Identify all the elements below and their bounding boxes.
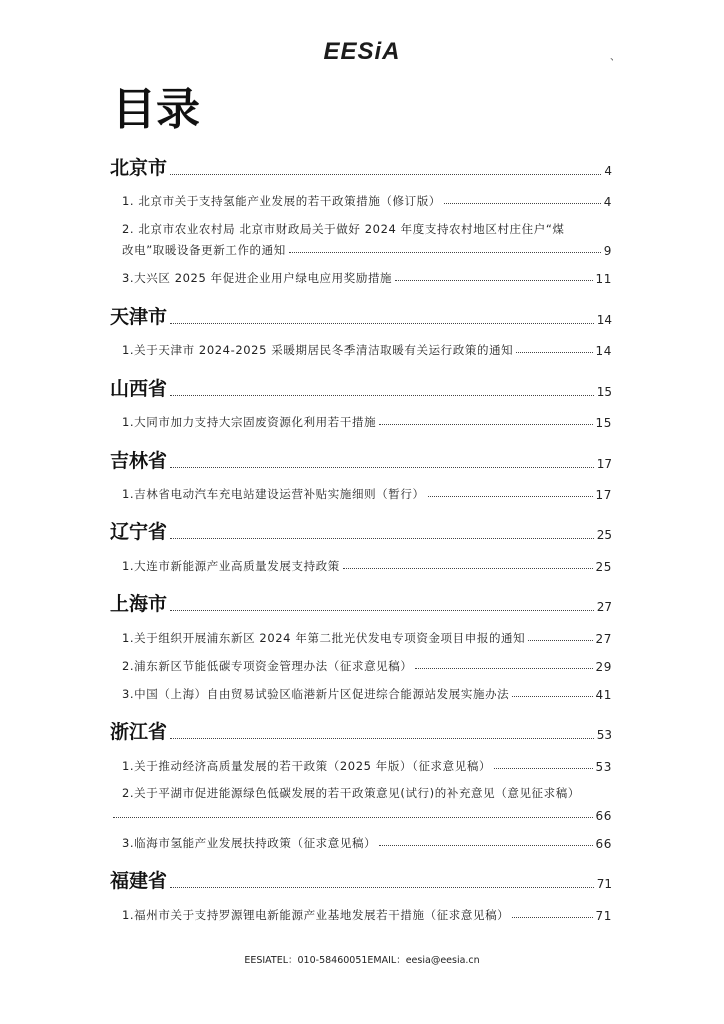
toc-item[interactable]: [122, 685, 612, 702]
item-title: 1.福州市关于支持罗源锂电新能源产业基地发展若干措施（征求意见稿）: [122, 908, 510, 922]
item-title: 3.临海市氢能产业发展扶持政策（征求意见稿）: [122, 836, 377, 850]
leader-dots: [170, 738, 594, 739]
eesia-logo: EESiA: [323, 38, 401, 65]
page-number: 17: [595, 488, 612, 502]
leader-dots: [170, 887, 594, 888]
page-number: 4: [604, 164, 612, 178]
section-name: 上海市: [110, 593, 168, 615]
toc-item-line1[interactable]: 2. 北京市农业农村局 北京市财政局关于做好 2024 年度支持农村地区村庄住户“煤: [122, 222, 565, 236]
leader-dots: [170, 174, 601, 175]
corner-mark: 、: [610, 52, 620, 63]
leader-dots: [170, 395, 594, 396]
footer-contact: EESIATEL：010-58460051EMAIL：eesia@eesia.cn: [244, 955, 480, 966]
leader-dots: [512, 696, 592, 697]
toc-item[interactable]: [122, 413, 612, 430]
leader-dots: [170, 467, 594, 468]
leader-dots: [379, 845, 592, 846]
item-title: 1.大同市加力支持大宗固废资源化利用若干措施: [122, 415, 377, 429]
page-number: 14: [596, 313, 612, 327]
item-title: 1.关于天津市 2024-2025 采暖期居民冬季清洁取暖有关运行政策的通知: [122, 343, 514, 357]
toc-item[interactable]: [122, 557, 612, 574]
leader-dots: [343, 568, 593, 569]
page-number: 4: [603, 195, 612, 209]
toc-section-tianjin[interactable]: [110, 303, 612, 329]
toc-section-jilin[interactable]: [110, 447, 612, 473]
page-number: 66: [595, 809, 612, 823]
page-number: 53: [596, 728, 612, 742]
leader-dots: [528, 640, 592, 641]
leader-dots: [444, 203, 601, 204]
page-number: 15: [595, 416, 612, 430]
page-number: 53: [595, 760, 612, 774]
leader-dots: [512, 917, 592, 918]
toc-item[interactable]: [122, 657, 612, 674]
item-title: 2.浦东新区节能低碳专项资金管理办法（征求意见稿）: [122, 659, 413, 673]
toc-item[interactable]: [122, 834, 612, 851]
leader-dots: [289, 252, 601, 253]
page-number: 29: [595, 660, 612, 674]
leader-dots: [428, 496, 593, 497]
page-number: 71: [596, 877, 612, 891]
toc-section-fujian[interactable]: [110, 867, 612, 893]
leader-dots: [170, 610, 594, 611]
leader-dots: [379, 424, 592, 425]
toc-section-liaoning[interactable]: [110, 518, 612, 544]
toc-title: 目录: [112, 84, 200, 135]
item-title: 1.大连市新能源产业高质量发展支持政策: [122, 559, 340, 573]
toc-section-shanxi[interactable]: [110, 375, 612, 401]
item-title: 改电”取暖设备更新工作的通知: [122, 243, 286, 257]
page-number: 9: [603, 244, 612, 258]
page-number: 66: [595, 837, 612, 851]
page-number: 25: [596, 528, 612, 542]
leader-dots: [395, 280, 592, 281]
page-number: 25: [595, 560, 612, 574]
page-number: 17: [596, 457, 612, 471]
leader-dots: [113, 817, 593, 818]
page-number: 14: [595, 344, 612, 358]
toc-item[interactable]: [122, 757, 612, 774]
toc-section-shanghai[interactable]: [110, 590, 612, 616]
leader-dots: [516, 352, 592, 353]
page-number: 27: [596, 600, 612, 614]
item-title: 1.关于推动经济高质量发展的若干政策（2025 年版）（征求意见稿）: [122, 759, 492, 773]
toc-section-zhejiang[interactable]: [110, 718, 612, 744]
leader-dots: [170, 323, 594, 324]
toc-item[interactable]: [122, 629, 612, 646]
page-number: 41: [595, 688, 612, 702]
item-title: 1. 北京市关于支持氢能产业发展的若干政策措施（修订版）: [122, 194, 441, 208]
section-name: 辽宁省: [110, 521, 168, 543]
section-name: 山西省: [110, 378, 168, 400]
section-name: 吉林省: [110, 450, 168, 472]
leader-dots: [494, 768, 592, 769]
leader-dots: [415, 668, 592, 669]
item-title: 1.关于组织开展浦东新区 2024 年第二批光伏发电专项资金项目申报的通知: [122, 631, 526, 645]
toc-item[interactable]: [122, 485, 612, 502]
item-title: 3.中国（上海）自由贸易试验区临港新片区促进综合能源站发展实施办法: [122, 687, 510, 701]
toc-item[interactable]: [122, 341, 612, 358]
page-number: 11: [595, 272, 612, 286]
toc-section-beijing[interactable]: [110, 154, 612, 180]
toc-item[interactable]: [110, 806, 612, 823]
item-title: 3.大兴区 2025 年促进企业用户绿电应用奖励措施: [122, 271, 393, 285]
section-name: 北京市: [110, 157, 168, 179]
toc-item[interactable]: [122, 192, 612, 209]
page-number: 27: [595, 632, 612, 646]
toc-item[interactable]: [122, 241, 612, 258]
page-number: 15: [596, 385, 612, 399]
item-title: 1.吉林省电动汽车充电站建设运营补贴实施细则（暂行）: [122, 487, 425, 501]
toc-item[interactable]: [122, 906, 612, 923]
page-number: 71: [595, 909, 612, 923]
section-name: 天津市: [110, 306, 168, 328]
section-name: 浙江省: [110, 721, 168, 743]
leader-dots: [170, 538, 594, 539]
toc-item-line1[interactable]: 2.关于平湖市促进能源绿色低碳发展的若干政策意见(试行)的补充意见（意见征求稿）: [122, 786, 580, 800]
toc-item[interactable]: [122, 269, 612, 286]
section-name: 福建省: [110, 870, 168, 892]
